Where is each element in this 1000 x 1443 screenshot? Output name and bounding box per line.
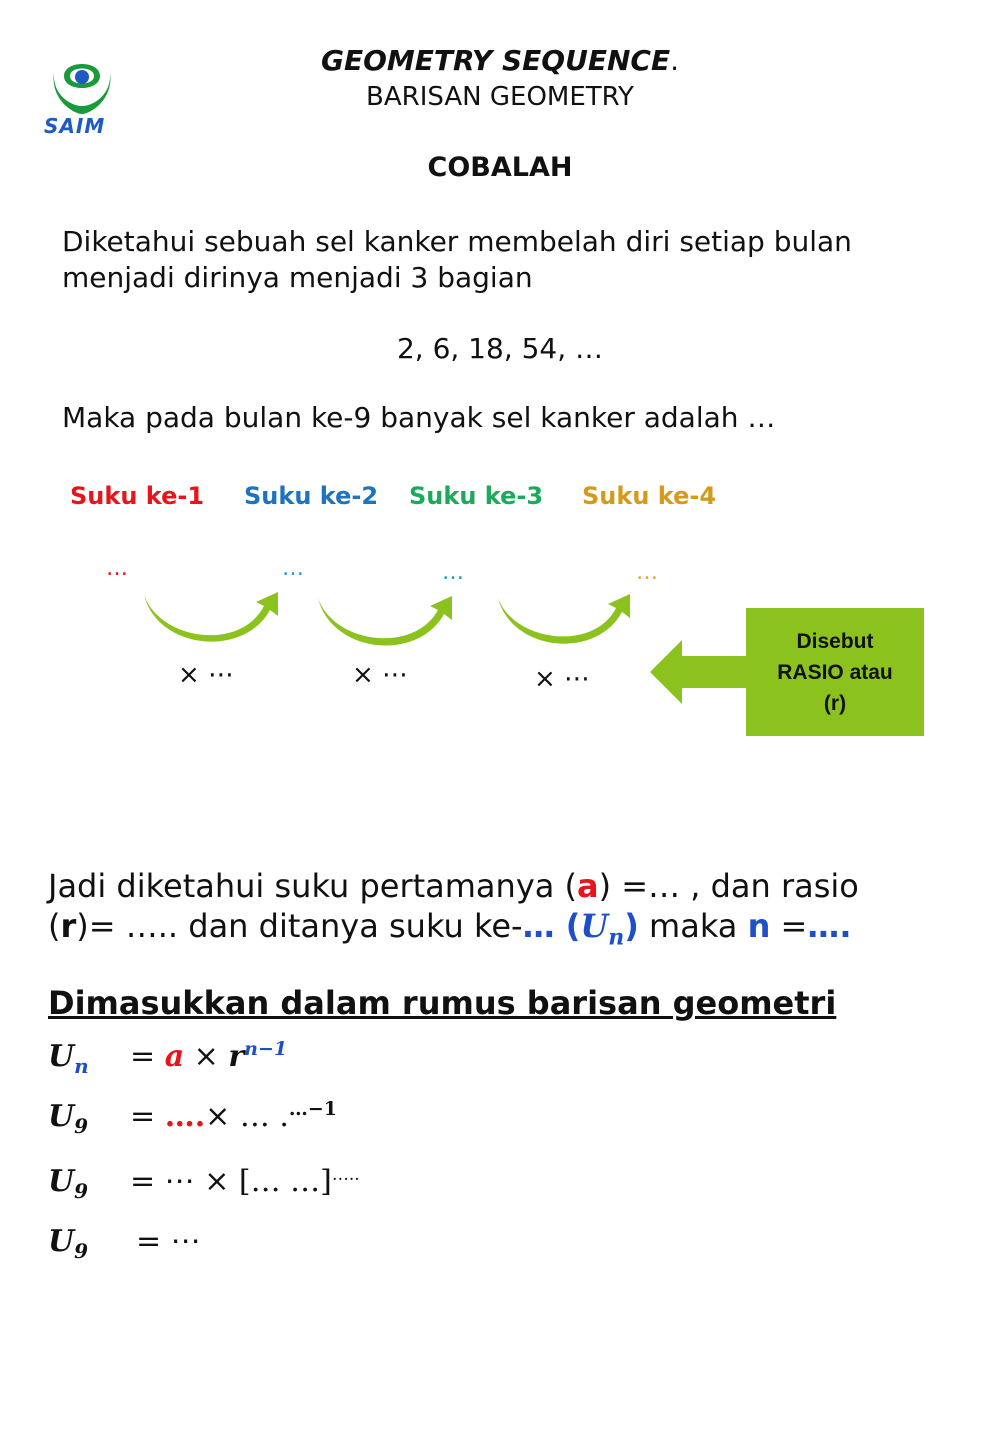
var-n: n [747, 907, 771, 945]
callout-line-2: RASIO atau [777, 660, 893, 684]
text-segment: ) [624, 907, 639, 945]
text-segment: Jadi diketahui suku pertamanya ( [48, 867, 578, 905]
blank-r: × … . [205, 1099, 289, 1134]
blank-a: …. [164, 1099, 206, 1134]
curved-arrow-icon [144, 592, 278, 642]
times: × [184, 1039, 229, 1074]
page-title [0, 44, 1000, 77]
exponent: …−1 [288, 1098, 338, 1120]
var-a: a [577, 867, 599, 905]
curved-arrows [144, 592, 630, 646]
formula-line-2 [48, 1098, 337, 1138]
term-label-1: Suku ke-1 [70, 482, 205, 510]
curved-arrow-icon [318, 596, 452, 646]
blank-term: … ( [522, 907, 581, 945]
multiplier-1: × ⋯ [178, 660, 235, 690]
equals: = ⋯ [136, 1224, 201, 1259]
lhs-u: U [48, 1099, 75, 1134]
conclusion-text [48, 866, 968, 957]
multiplier-3: × ⋯ [534, 664, 591, 694]
page-subtitle: BARISAN GEOMETRY [366, 82, 634, 112]
text-segment: )= ….. dan ditanya suku ke- [76, 907, 523, 945]
var-r: r [228, 1039, 245, 1074]
lhs-sub: 9 [74, 1179, 89, 1203]
formula-line-4 [48, 1224, 201, 1263]
lhs-u: U [48, 1039, 75, 1074]
term-label-2: Suku ke-2 [244, 482, 379, 510]
var-u: U [580, 907, 609, 945]
term-blank-1: … [106, 556, 128, 581]
exponent: ….. [331, 1165, 360, 1185]
text-segment: = [770, 907, 808, 945]
blank-n: …. [807, 907, 852, 945]
text-segment: ( [48, 907, 61, 945]
lhs-u: U [48, 1164, 75, 1199]
equals: = [130, 1039, 165, 1074]
term-blank-3: … [442, 560, 464, 585]
term-blank-4: … [636, 560, 658, 585]
lhs-sub: 9 [74, 1114, 89, 1138]
callout-line-3: (r) [823, 691, 847, 715]
sequence: 2, 6, 18, 54, … [396, 332, 604, 365]
var-u-sub: n [608, 924, 625, 951]
text-segment: maka [638, 907, 748, 945]
equals: = ⋯ × [… …] [130, 1164, 332, 1199]
text-segment: ) =… , dan rasio [598, 867, 859, 905]
curved-arrow-icon [498, 594, 630, 644]
var-r: r [60, 907, 77, 945]
lhs-u: U [48, 1224, 75, 1259]
formula-line-1 [48, 1038, 287, 1078]
formula-heading: Dimasukkan dalam rumus barisan geometri [48, 984, 837, 1022]
section-heading: COBALAH [427, 152, 573, 183]
lhs-sub: 9 [74, 1239, 89, 1263]
term-label-3: Suku ke-3 [409, 482, 544, 510]
left-arrow-icon [650, 640, 748, 704]
equals: = [130, 1099, 165, 1134]
callout-line-1: Disebut [796, 629, 874, 653]
term-label-4: Suku ke-4 [582, 482, 717, 510]
problem-question: Maka pada bulan ke-9 banyak sel kanker adalah … [62, 401, 776, 434]
multiplier-2: × ⋯ [352, 660, 409, 690]
logo-text: SAIM [44, 114, 106, 138]
problem-intro: Diketahui sebuah sel kanker membelah diri setiap bulan menjadi dirinya menjadi 3 bagian [62, 225, 852, 294]
var-a: a [164, 1039, 185, 1074]
title-text: GEOMETRY SEQUENCE [321, 44, 671, 77]
term-blank-2: … [282, 556, 304, 581]
formula-line-3 [48, 1164, 360, 1203]
lhs-sub: n [74, 1054, 89, 1078]
title-period: . [670, 44, 679, 77]
exponent: n−1 [244, 1038, 288, 1060]
ratio-callout [746, 608, 924, 736]
